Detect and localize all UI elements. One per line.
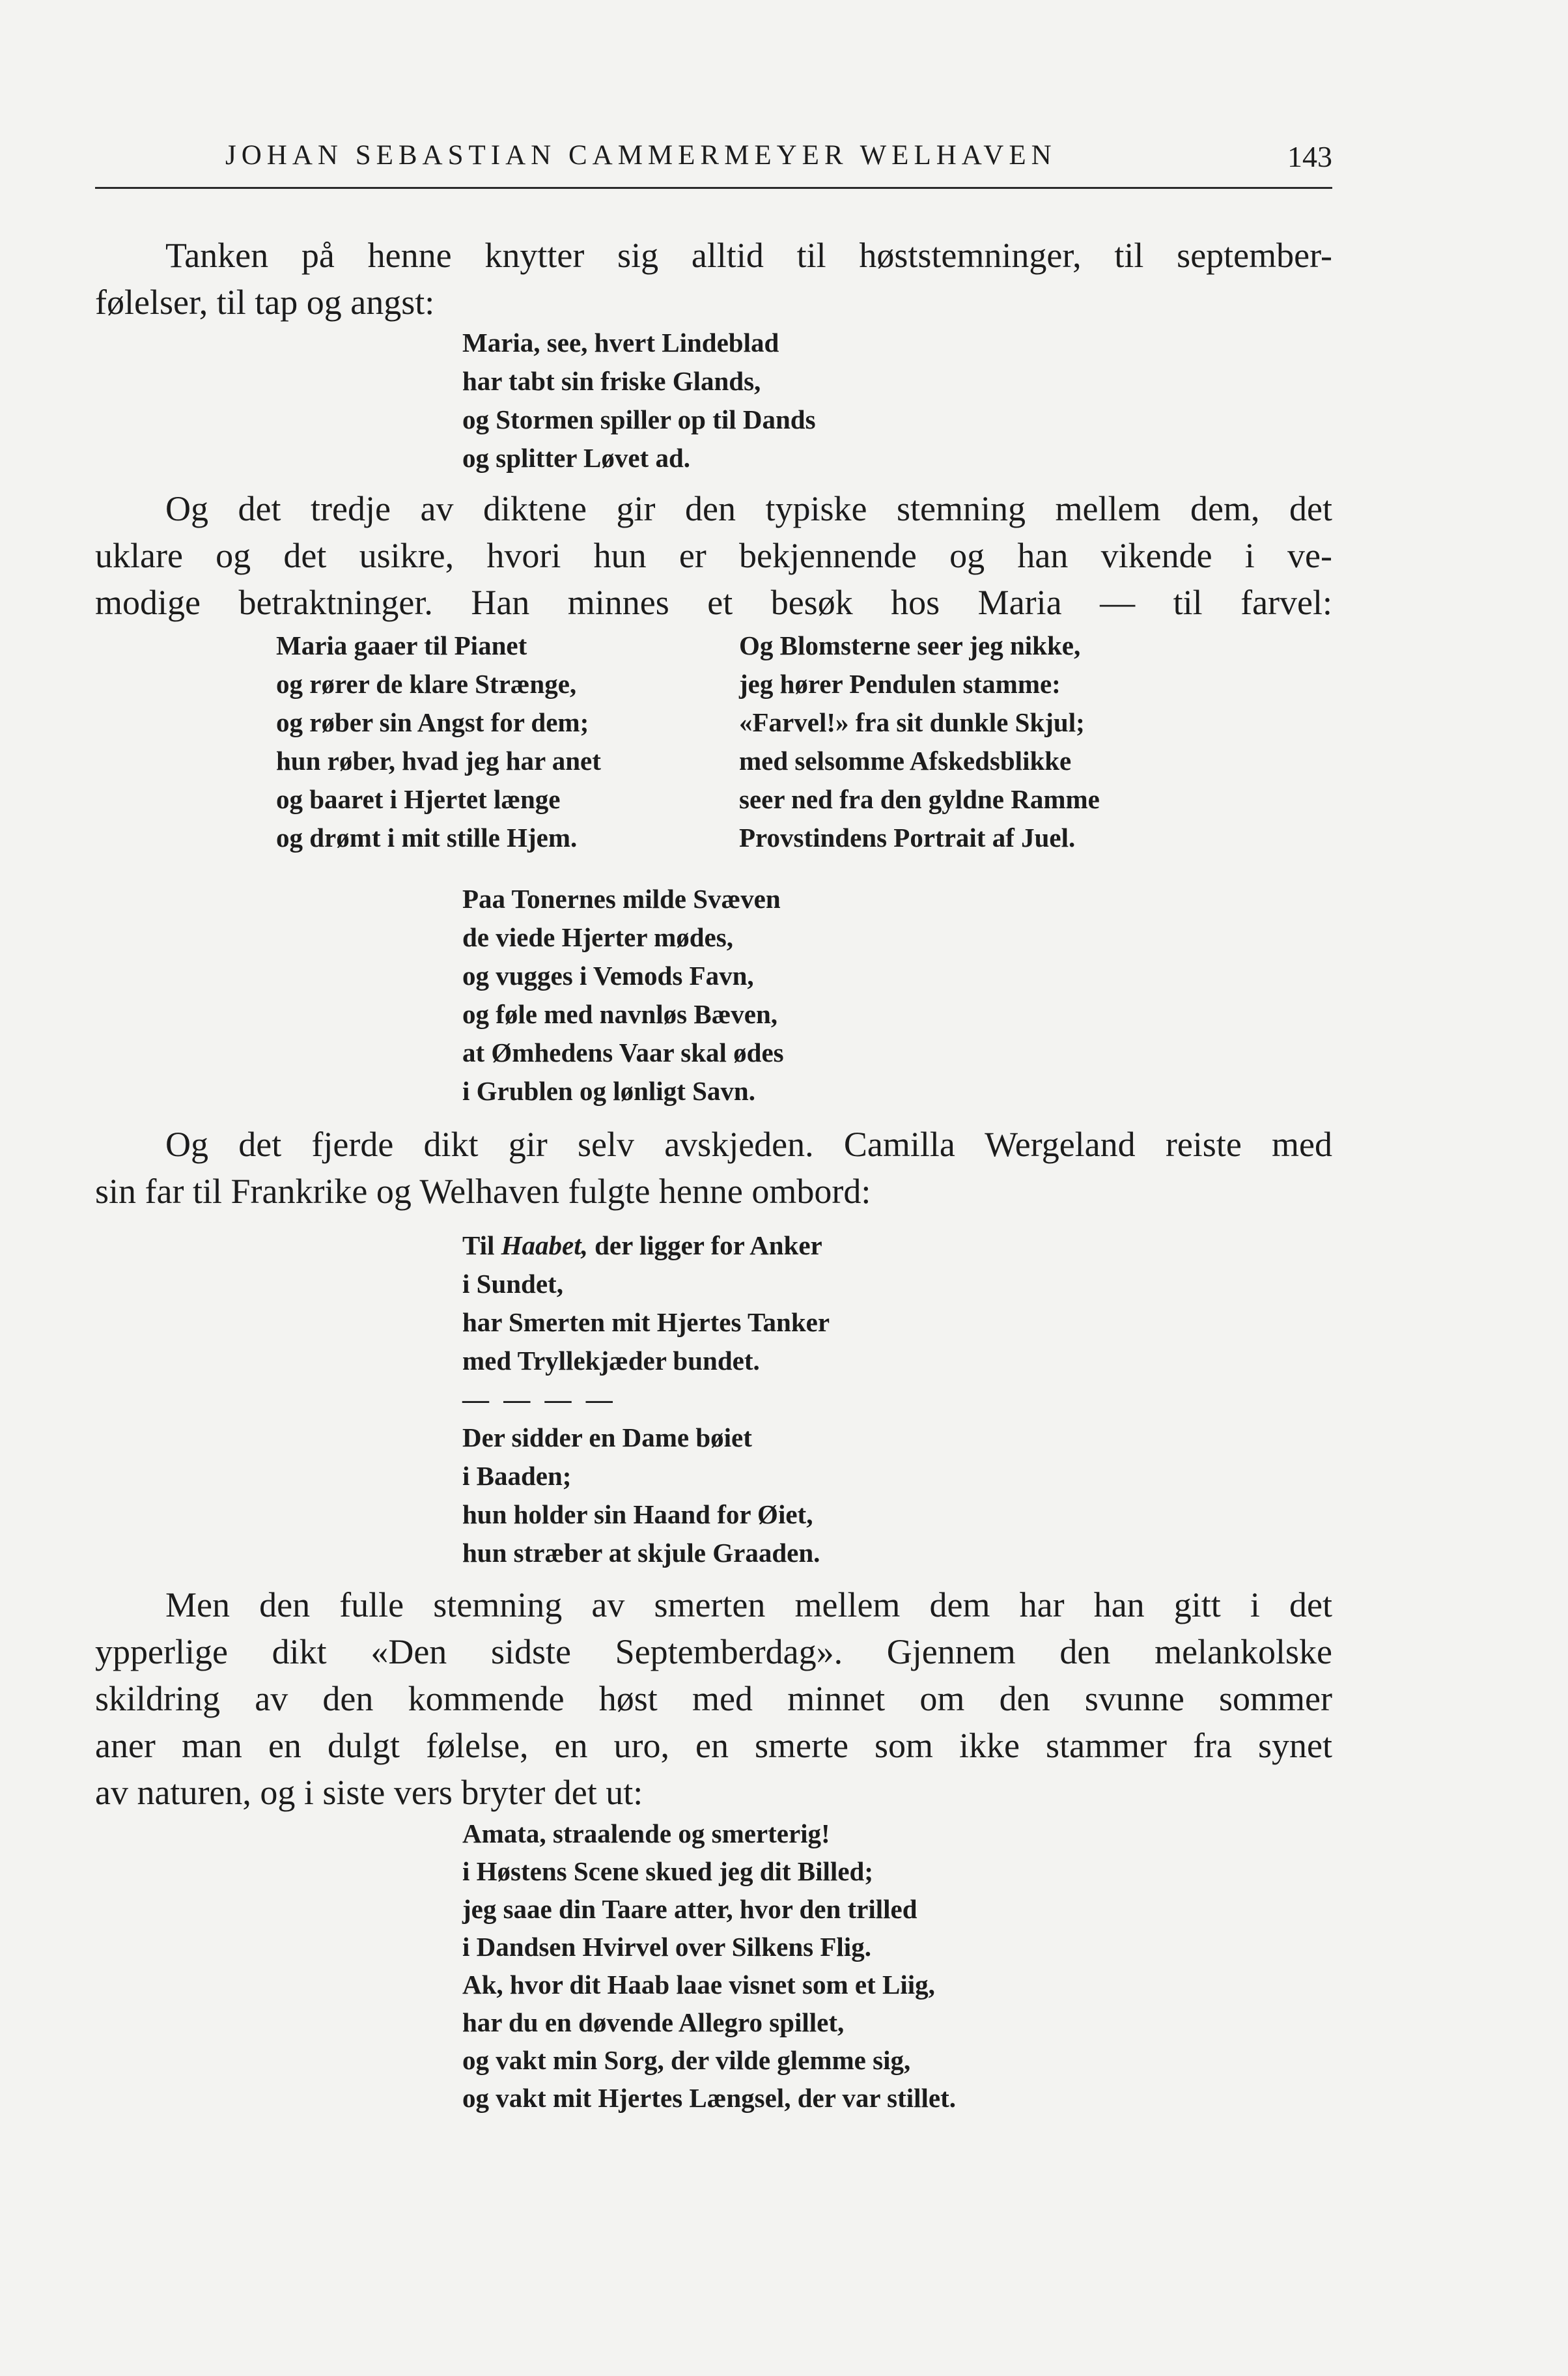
verse-line — [462, 1226, 830, 1265]
verse-line: i Sundet, — [462, 1269, 563, 1299]
poem-2-left-column — [276, 627, 601, 857]
verse-line: og vakt min Sorg, der vilde glemme sig, — [462, 2045, 911, 2075]
verse-fragment: der ligger for Anker — [587, 1230, 822, 1260]
verse-line: Der sidder en Dame bøiet — [462, 1422, 752, 1452]
italic-word: Haabet, — [501, 1230, 588, 1260]
verse-line: hun holder sin Haand for Øiet, — [462, 1499, 813, 1529]
verse-line: Paa Tonernes milde Svæven — [462, 884, 781, 914]
verse-line: og splitter Løvet ad. — [462, 443, 691, 473]
verse-line: «Farvel!» fra sit dunkle Skjul; — [739, 707, 1085, 737]
verse-line: og drømt i mit stille Hjem. — [276, 823, 578, 853]
verse-line: hun røber, hvad jeg har anet — [276, 746, 601, 776]
page-number: 143 — [1287, 140, 1332, 173]
verse-line: jeg saae din Taare atter, hvor den trilled — [462, 1894, 917, 1924]
verse-line: Amata, straalende og smerterig! — [462, 1818, 830, 1848]
verse-line: i Grublen og lønligt Savn. — [462, 1076, 755, 1106]
prose-line: Tanken på henne knytter sig alltid til høststemninger, til september- — [165, 236, 1332, 275]
prose-line: ypperlige dikt «Den sidste Septemberdag». Gjennem den melankolske — [95, 1632, 1332, 1671]
verse-line: Ak, hvor dit Haab laae visnet som et Liig, — [462, 1970, 935, 2000]
verse-line: med selsomme Afskedsblikke — [739, 746, 1072, 776]
verse-line: og rører de klare Strænge, — [276, 669, 577, 699]
prose-line: Og det fjerde dikt gir selv avskjeden. Camilla Wergeland reiste med — [165, 1125, 1332, 1164]
verse-line: og Stormen spiller op til Dands — [462, 404, 816, 434]
paragraph-1 — [95, 232, 1332, 326]
verse-line: og føle med navnløs Bæven, — [462, 999, 778, 1029]
paragraph-3 — [95, 1121, 1332, 1215]
verse-line: Provstindens Portrait af Juel. — [739, 823, 1076, 853]
stanza-separator: — — — — — [462, 1384, 617, 1414]
paragraph-2 — [95, 485, 1332, 626]
verse-line: Maria gaaer til Pianet — [276, 630, 527, 660]
prose-line: sin far til Frankrike og Welhaven fulgte henne ombord: — [95, 1172, 871, 1211]
poem-2-right-column — [739, 627, 1100, 857]
running-title: JOHAN SEBASTIAN CAMMERMEYER WELHAVEN — [225, 140, 1057, 171]
verse-line: at Ømhedens Vaar skal ødes — [462, 1038, 784, 1068]
verse-line: og vakt mit Hjertes Længsel, der var stillet. — [462, 2083, 956, 2113]
verse-line: i Høstens Scene skued jeg dit Billed; — [462, 1856, 873, 1886]
prose-line: av naturen, og i siste vers bryter det ut: — [95, 1773, 643, 1812]
page-header — [95, 139, 1332, 185]
poem-1 — [462, 324, 816, 477]
verse-line: har du en døvende Allegro spillet, — [462, 2007, 845, 2037]
prose-line: aner man en dulgt følelse, en uro, en smerte som ikke stammer fra synet — [95, 1726, 1332, 1765]
prose-line: skildring av den kommende høst med minnet om den svunne sommer — [95, 1679, 1332, 1718]
verse-line: har Smerten mit Hjertes Tanker — [462, 1307, 830, 1337]
header-rule — [95, 187, 1332, 189]
verse-line: og røber sin Angst for dem; — [276, 707, 589, 737]
verse-line: de viede Hjerter mødes, — [462, 922, 733, 952]
verse-line: og vugges i Vemods Favn, — [462, 961, 754, 991]
poem-5 — [462, 1815, 956, 2117]
paragraph-4 — [95, 1581, 1332, 1816]
verse-fragment: Til — [462, 1230, 501, 1260]
poem-4 — [462, 1226, 830, 1572]
verse-line: Og Blomsterne seer jeg nikke, — [739, 630, 1081, 660]
verse-line: jeg hører Pendulen stamme: — [739, 669, 1061, 699]
prose-line: Og det tredje av diktene gir den typiske stemning mellem dem, det — [165, 489, 1332, 528]
prose-line: modige betraktninger. Han minnes et besøk hos Maria — til farvel: — [95, 583, 1332, 622]
verse-line: i Dandsen Hvirvel over Silkens Flig. — [462, 1932, 871, 1962]
poem-3 — [462, 880, 784, 1110]
verse-line: med Tryllekjæder bundet. — [462, 1346, 760, 1376]
prose-line: følelser, til tap og angst: — [95, 283, 435, 322]
prose-line: uklare og det usikre, hvori hun er bekjennende og han vikende i ve- — [95, 536, 1332, 575]
verse-line: i Baaden; — [462, 1461, 572, 1491]
verse-line: hun stræber at skjule Graaden. — [462, 1538, 820, 1568]
verse-line: seer ned fra den gyldne Ramme — [739, 784, 1100, 814]
verse-line: har tabt sin friske Glands, — [462, 366, 761, 396]
verse-line: Maria, see, hvert Lindeblad — [462, 328, 779, 358]
prose-line: Men den fulle stemning av smerten mellem dem har han gitt i det — [165, 1585, 1332, 1624]
verse-line: og baaret i Hjertet længe — [276, 784, 561, 814]
